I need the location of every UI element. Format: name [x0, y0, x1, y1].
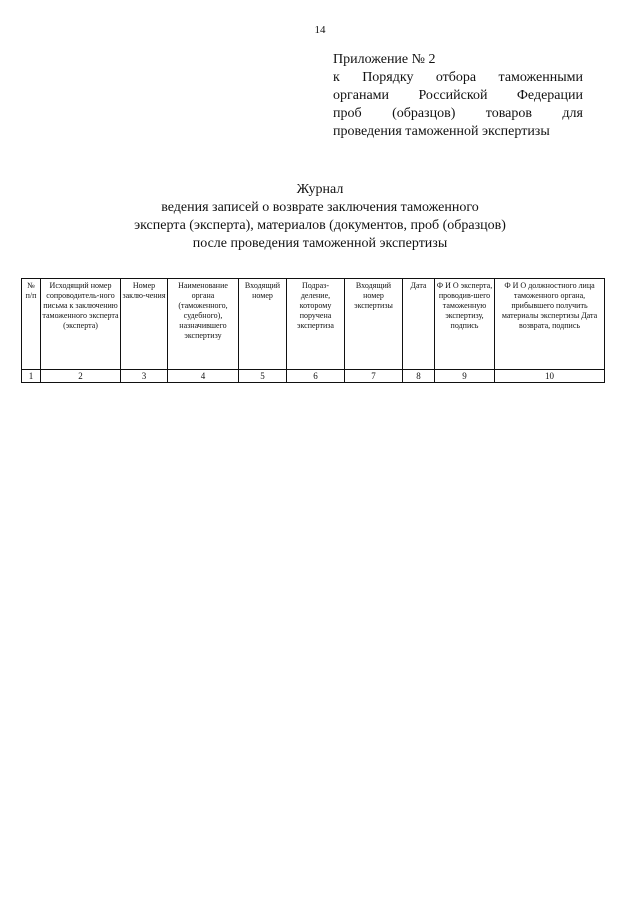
column-number-cell: 5	[239, 370, 287, 383]
appendix-title: Приложение № 2	[333, 52, 436, 67]
column-header-date: Дата	[403, 279, 435, 370]
page-number: 14	[314, 24, 326, 36]
column-header-official-name: Ф И О должностного лица таможенного органа, прибывшего получить материалы экспертизы Дата возврата, подпись	[495, 279, 605, 370]
journal-subtitle-line: ведения записей о возврате заключения таможенного	[161, 200, 479, 215]
column-number-cell: 1	[22, 370, 41, 383]
journal-heading	[0, 181, 640, 253]
appendix-line: к Порядку отбора таможенными	[333, 70, 583, 85]
table-row-column-numbers	[22, 370, 605, 383]
column-header-expert-name: Ф И О эксперта, проводив-шего таможенную экспертизу, подпись	[435, 279, 495, 370]
column-number-cell: 10	[495, 370, 605, 383]
journal-title: Журнал	[296, 182, 344, 197]
column-header-incoming-number: Входящий номер	[239, 279, 287, 370]
column-header-number: № п/п	[22, 279, 41, 370]
column-number-cell: 3	[121, 370, 168, 383]
column-number-cell: 2	[41, 370, 121, 383]
appendix-line: проведения таможенной экспертизы	[333, 124, 550, 139]
journal-subtitle-line: после проведения таможенной экспертизы	[192, 236, 448, 251]
table-header-row	[22, 279, 605, 370]
journal-table	[21, 278, 605, 383]
column-header-subdivision: Подраз-деление, которому поручена экспертиза	[287, 279, 345, 370]
column-number-cell: 7	[345, 370, 403, 383]
column-number-cell: 6	[287, 370, 345, 383]
column-number-cell: 9	[435, 370, 495, 383]
column-header-conclusion-number: Номер заклю-чения	[121, 279, 168, 370]
appendix-note	[333, 51, 583, 141]
column-header-authority-name: Наименование органа (таможенного, судебного), назначившего экспертизу	[168, 279, 239, 370]
column-header-outgoing-letter: Исходящий номер сопроводитель-ного письма к заключению таможенного эксперта (эксперта)	[41, 279, 121, 370]
appendix-line: проб (образцов) товаров для	[333, 106, 583, 121]
column-number-cell: 4	[168, 370, 239, 383]
column-header-expertise-incoming-number: Входящий номер экспертизы	[345, 279, 403, 370]
journal-subtitle-line: эксперта (эксперта), материалов (документов, проб (образцов)	[134, 218, 506, 233]
column-number-cell: 8	[403, 370, 435, 383]
appendix-line: органами Российской Федерации	[333, 88, 583, 103]
